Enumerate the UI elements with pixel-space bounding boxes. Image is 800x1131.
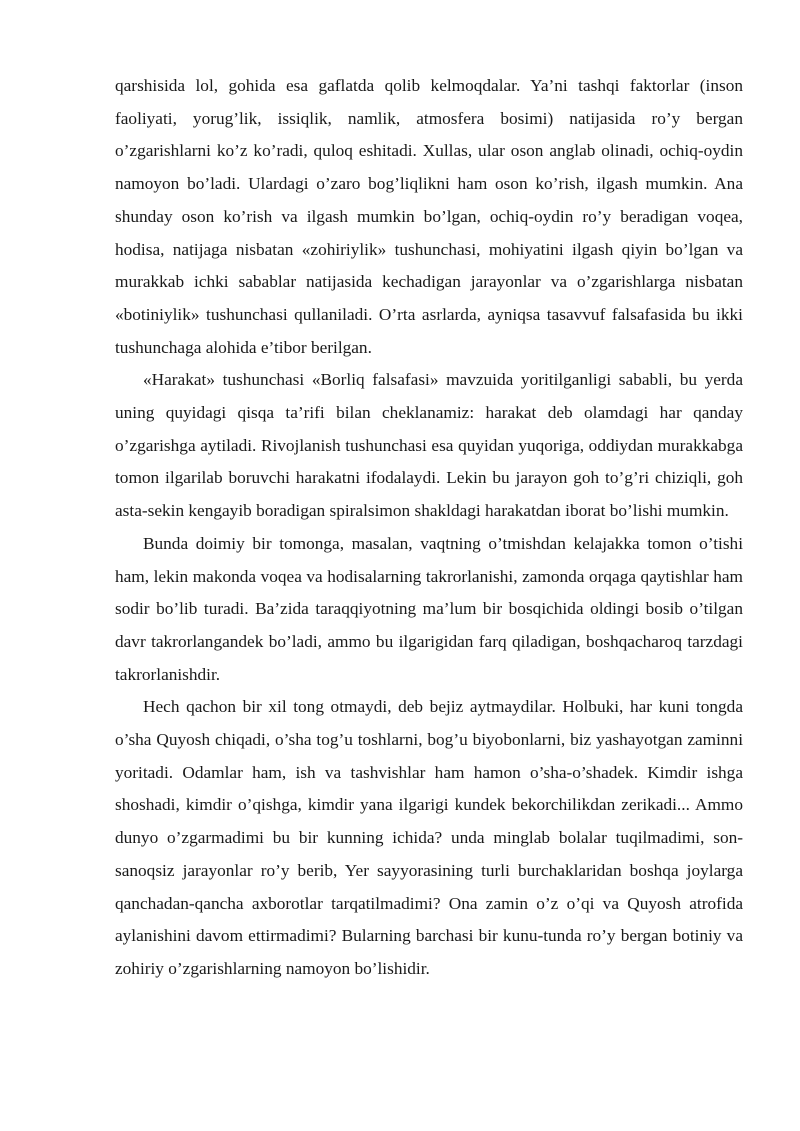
paragraph-1: qarshisida lol, gohida esa gaflatda qolib kelmoqdalar. Ya’ni tashqi faktorlar (inson faoliyati, yorug’lik, issiqlik, namlik, atmosfera bosimi) natijasida ro’y bergan o’zgarishlarni ko’z ko’radi, quloq eshitadi. Xullas, ular oson anglab olinadi, ochiq-oydin namoyon bo’ladi. Ulardagi o’zaro bog’liqlikni ham oson ko’rish, ilgash mumkin. Ana shunday oson ko’rish va ilgash mumkin bo’lgan, ochiq-oydin ro’y beradigan voqea, hodisa, natijaga nisbatan «zohiriylik» tushunchasi, mohiyatini ilgash qiyin bo’lgan va murakkab ichki sabablar natijasida kechadigan jarayonlar va o’zgarishlarga nisbatan «botiniylik» tushunchasi qullaniladi. O’rta asrlarda, ayniqsa tasavvuf falsafasida bu ikki tushunchaga alohida e’tibor berilgan. <box>115 76 743 357</box>
paragraph-3: Bunda doimiy bir tomonga, masalan, vaqtning o’tmishdan kelajakka tomon o’tishi ham, lekin makonda voqea va hodisalarning takrorlanishi, zamonda orqaga qaytishlar ham sodir bo’lib turadi. Ba’zida taraqqiyotning ma’lum bir bosqichida oldingi bosib o’tilgan davr takrorlangandek bo’ladi, ammo bu ilgarigidan farq qiladigan, boshqacharoq tarzdagi takrorlanishdir. <box>115 533 743 684</box>
document-page <box>115 70 743 986</box>
paragraph-2: «Harakat» tushunchasi «Borliq falsafasi» mavzuida yoritilganligi sababli, bu yerda uning quyidagi qisqa ta’rifi bilan cheklanamiz: harakat deb olamdagi har qanday o’zgarishga aytiladi. Rivojlanish tushunchasi esa quyidan yuqoriga, oddiydan murakkabga tomon ilgarilab boruvchi harakatni ifodalaydi. Lekin bu jarayon goh to’g’ri chiziqli, goh asta-sekin kengayib boradigan spiralsimon shakldagi harakatdan iborat bo’lishi mumkin. <box>115 370 743 521</box>
paragraph-4: Hech qachon bir xil tong otmaydi, deb bejiz aytmaydilar. Holbuki, har kuni tongda o’sha Quyosh chiqadi, o’sha tog’u toshlarni, bog’u biyobonlarni, biz yashayotgan zaminni yoritadi. Odamlar ham, ish va tashvishlar ham hamon o’sha-o’shadek. Kimdir ishga shoshadi, kimdir o’qishga, kimdir yana ilgarigi kundek bekorchilikdan zerikadi... Ammo dunyo o’zgarmadimi bu bir kunning ichida? unda minglab bolalar tuqilmadimi, son-sanoqsiz jarayonlar ro’y berib, Yer sayyorasining turli burchaklaridan boshqa joylarga qanchadan-qancha axborotlar tarqatilmadimi? Ona zamin o’z o’qi va Quyosh atrofida aylanishini davom ettirmadimi? Bularning barchasi bir kunu-tunda ro’y bergan botiniy va zohiriy o’zgarishlarning namoyon bo’lishidir. <box>115 697 743 978</box>
